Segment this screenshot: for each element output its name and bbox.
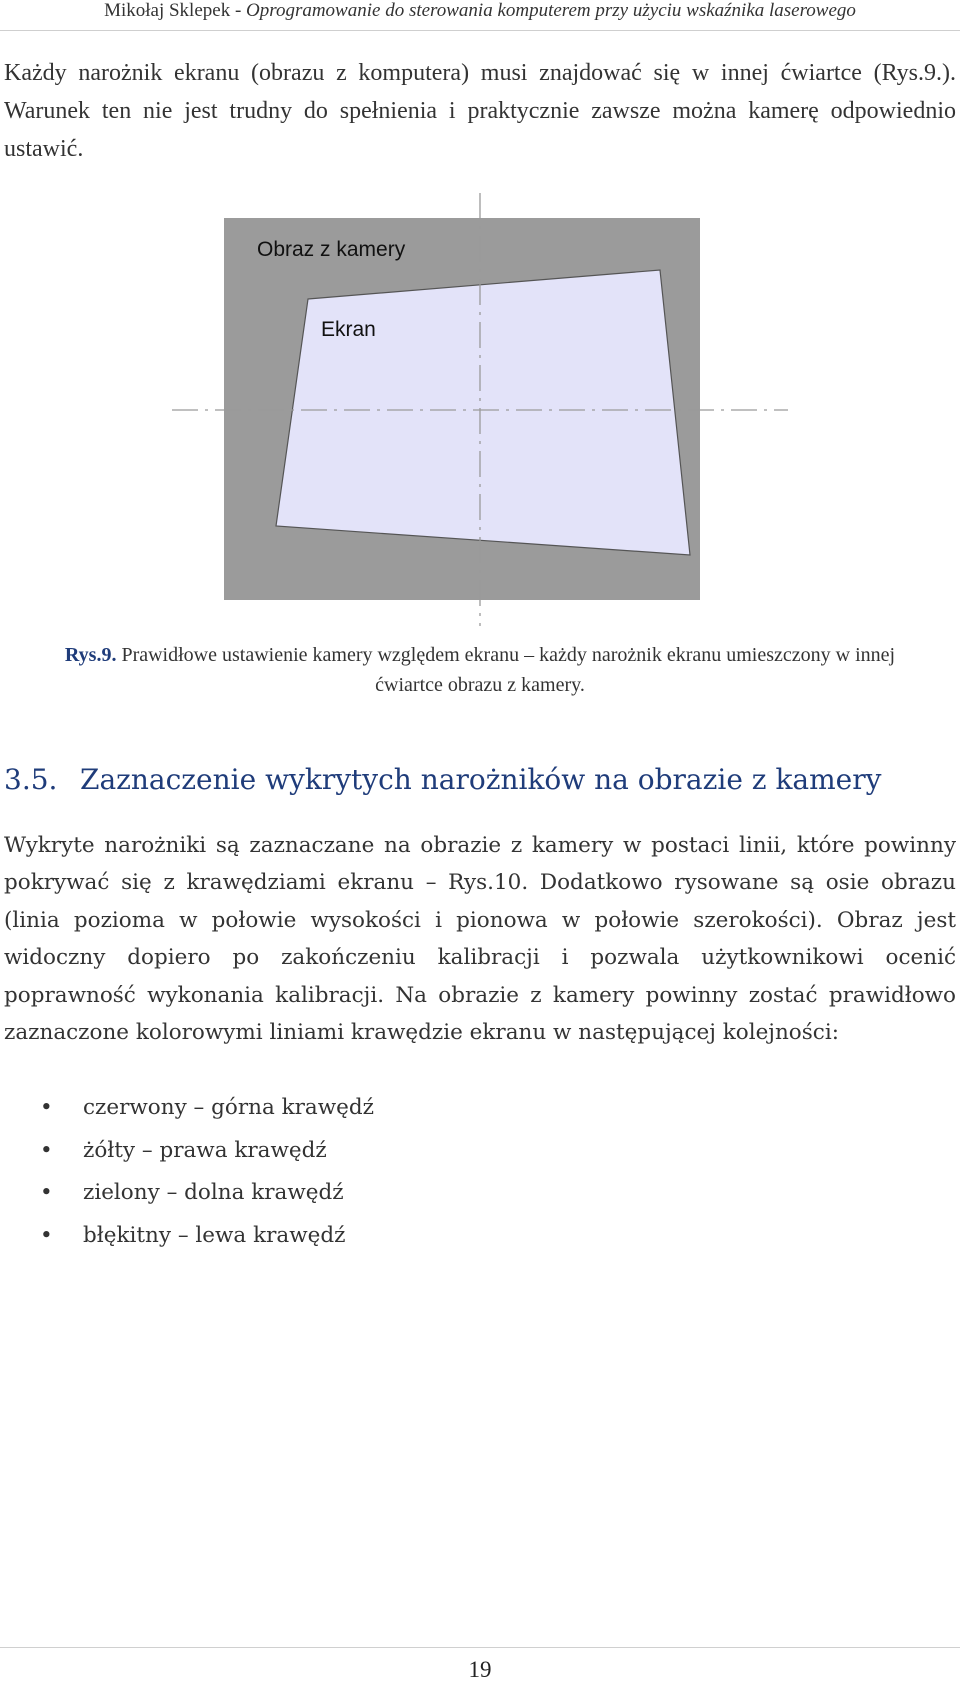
bullet-icon: • xyxy=(40,1095,53,1120)
header-title: Oprogramowanie do sterowania komputerem przy użyciu wskaźnika laserowego xyxy=(246,0,856,21)
list-item-text: błękitny – lewa krawędź xyxy=(83,1222,346,1248)
list-item xyxy=(0,1172,960,1215)
intro-paragraph: Każdy narożnik ekranu (obrazu z komputera) musi znajdować się w innej ćwiartce (Rys.9.). Warunek ten nie jest trudny do spełnienia i praktycznie zawsze można kamerę odpowiednio ustawić. xyxy=(4,60,956,162)
caption-label: Rys.9. xyxy=(64,644,117,666)
list-item xyxy=(0,1130,960,1173)
list-item xyxy=(0,1087,960,1130)
bullet-icon: • xyxy=(40,1222,53,1248)
screen-label: Ekran xyxy=(321,318,376,341)
header-rule xyxy=(0,30,960,31)
header-author: Mikołaj Sklepek - xyxy=(104,0,247,21)
screen-quadrilateral xyxy=(276,270,690,555)
bullet-icon: • xyxy=(40,1137,53,1163)
page-number: 19 xyxy=(468,1657,492,1682)
camera-screen-figure xyxy=(160,188,800,628)
edge-color-list xyxy=(0,1087,960,1257)
footer-rule xyxy=(0,1647,960,1648)
section-heading xyxy=(4,760,956,800)
figure-caption xyxy=(60,640,900,700)
bullet-icon: • xyxy=(40,1180,53,1205)
caption-text: Prawidłowe ustawienie kamery względem ekranu – każdy narożnik ekranu umieszczony w innej ćwiartce obrazu z kamery. xyxy=(116,644,896,696)
section-number: 3.5. xyxy=(4,763,58,796)
list-item-text: czerwony – górna krawędź xyxy=(83,1095,374,1120)
page-header xyxy=(0,0,960,26)
list-item-text: żółty – prawa krawędź xyxy=(83,1137,327,1163)
section-title: Zaznaczenie wykrytych narożników na obrazie z kamery xyxy=(80,763,882,796)
list-item xyxy=(0,1215,960,1258)
list-item-text: zielony – dolna krawędź xyxy=(83,1180,344,1205)
body-paragraph: Wykryte narożniki są zaznaczane na obrazie z kamery w postaci linii, które powinny pokrywać się z krawędziami ekranu – Rys.10. Dodatkowo rysowane są osie obrazu (linia pozioma w połowie wysokości i pionowa w połowie szerokości). Obraz jest widoczny dopiero po zakończeniu kalibracji i pozwala użytkownikowi ocenić poprawność wykonania kalibracji. Na obrazie z kamery powinny zostać prawidłowo zaznaczone kolorowymi liniami krawędzie ekranu w następującej kolejności: xyxy=(4,833,956,1046)
camera-image-label: Obraz z kamery xyxy=(257,238,406,261)
